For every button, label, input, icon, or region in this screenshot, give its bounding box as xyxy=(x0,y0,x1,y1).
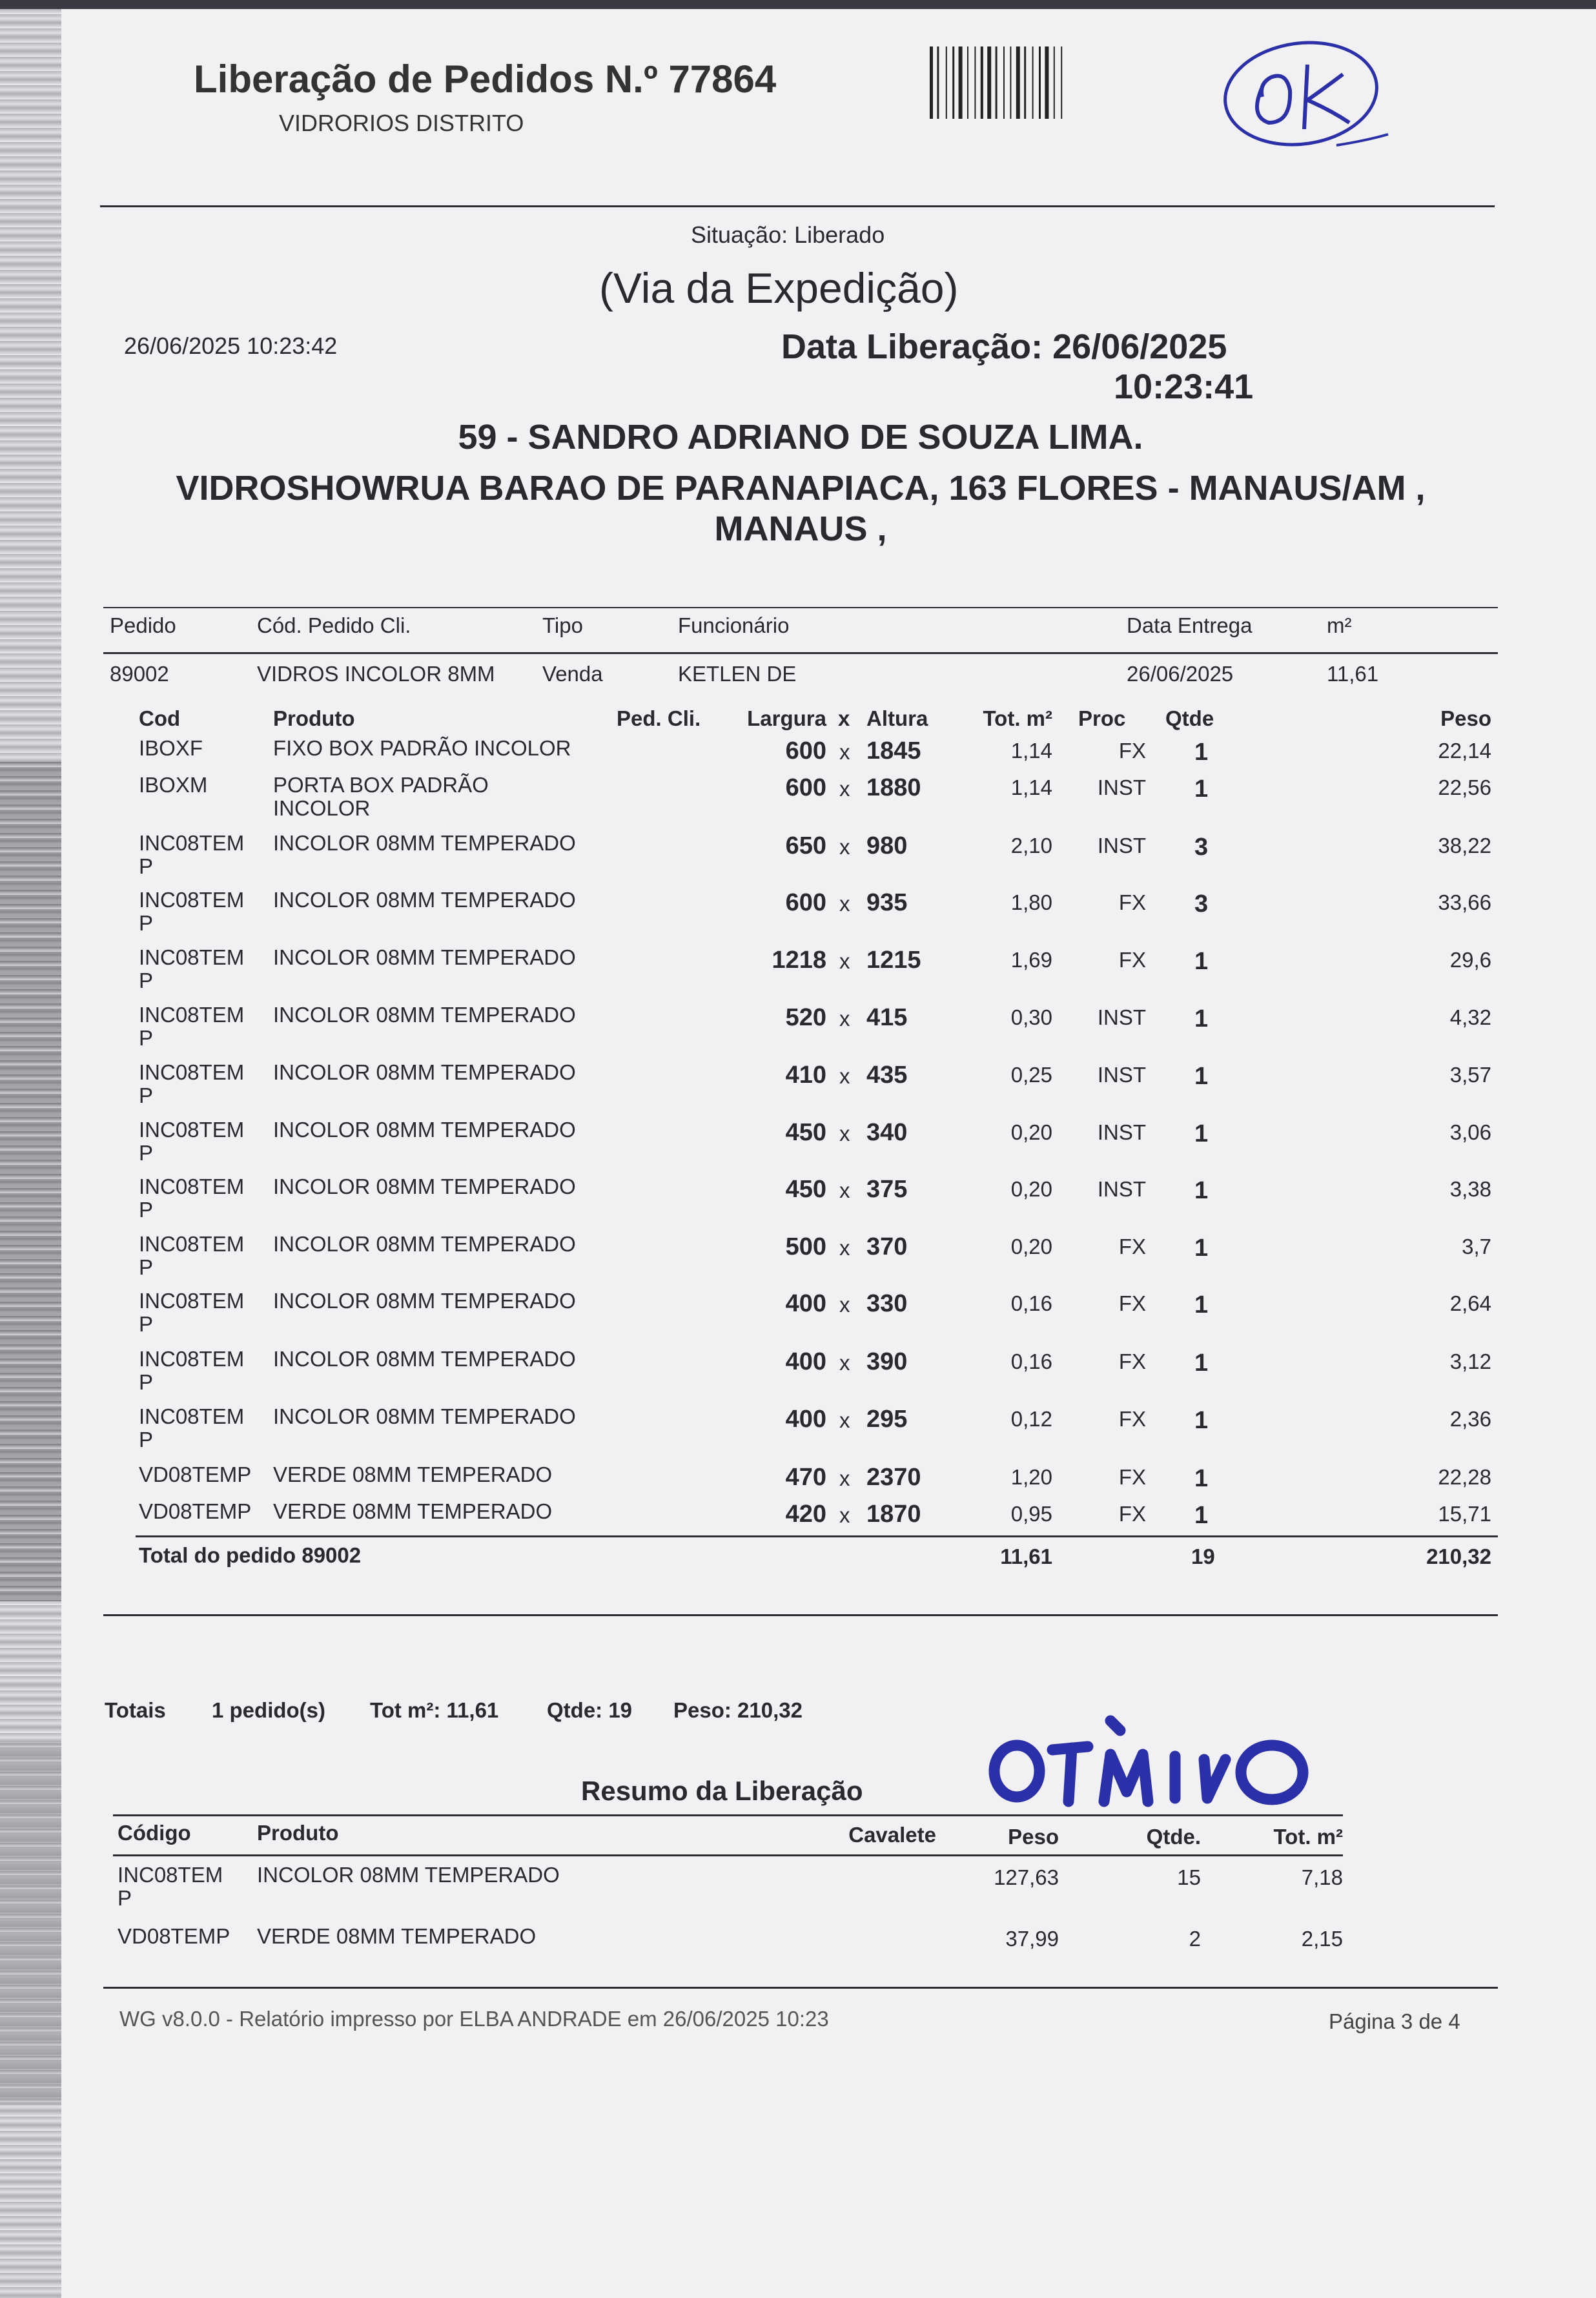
item-produto: VERDE 08MM TEMPERADO xyxy=(273,1462,553,1486)
item-cod2: P xyxy=(139,1428,154,1452)
item-altura: 2370 xyxy=(866,1464,921,1491)
release-date: Data Liberação: 26/06/2025 xyxy=(781,327,1227,366)
resumo-col-produto: Produto xyxy=(257,1821,339,1845)
item-tot-m2: 2,10 xyxy=(1010,834,1052,857)
section-divider xyxy=(103,1614,1498,1616)
resumo-col-qtde: Qtde. xyxy=(1146,1825,1201,1849)
item-largura: 470 xyxy=(785,1464,826,1491)
footer-rule xyxy=(103,1987,1498,1989)
dimension-separator: x xyxy=(839,1007,850,1031)
item-altura: 1215 xyxy=(866,947,921,974)
item-cod: INC08TEM xyxy=(139,1232,245,1256)
item-qtde: 1 xyxy=(1194,739,1209,766)
item-cod2: P xyxy=(139,911,154,935)
item-largura: 600 xyxy=(785,737,826,764)
item-produto: INCOLOR 08MM TEMPERADO xyxy=(273,1118,576,1142)
item-qtde: 1 xyxy=(1194,1407,1209,1434)
item-tot-m2: 1,80 xyxy=(1010,890,1052,914)
col-funcionario: Funcionário xyxy=(678,613,790,637)
item-produto: INCOLOR 08MM TEMPERADO xyxy=(273,1404,576,1428)
item-peso: 33,66 xyxy=(1438,890,1491,914)
item-peso: 22,56 xyxy=(1438,775,1491,799)
item-peso: 2,64 xyxy=(1449,1291,1491,1315)
dimension-separator: x xyxy=(839,1466,850,1490)
company-name: VIDRORIOS DISTRITO xyxy=(279,110,524,136)
item-largura: 1218 xyxy=(772,947,826,974)
scan-artifact-band xyxy=(0,1743,61,2105)
item-altura: 295 xyxy=(866,1406,908,1433)
item-produto: INCOLOR 08MM TEMPERADO xyxy=(273,831,576,855)
item-largura: 600 xyxy=(785,774,826,801)
item-altura: 370 xyxy=(866,1233,908,1260)
resumo-tot-m2: 7,18 xyxy=(1301,1865,1343,1889)
item-largura: 420 xyxy=(785,1501,826,1528)
item-qtde: 1 xyxy=(1194,1502,1209,1529)
order-data-entrega: 26/06/2025 xyxy=(1127,662,1234,686)
item-proc: INST xyxy=(1097,834,1146,857)
item-tot-m2: 0,25 xyxy=(1010,1063,1052,1087)
item-qtde: 1 xyxy=(1194,1291,1209,1318)
item-cod2: P xyxy=(139,1312,154,1336)
item-cod: INC08TEM xyxy=(139,1289,245,1313)
resumo-col-codigo: Código xyxy=(118,1821,191,1845)
item-produto: INCOLOR 08MM TEMPERADO xyxy=(273,945,576,969)
col-data-entrega: Data Entrega xyxy=(1127,613,1253,637)
item-largura: 400 xyxy=(785,1348,826,1375)
resumo-codigo: VD08TEMP xyxy=(118,1924,230,1948)
item-altura: 435 xyxy=(866,1062,908,1089)
item-largura: 650 xyxy=(785,832,826,859)
item-peso: 38,22 xyxy=(1438,834,1491,857)
item-tot-m2: 0,20 xyxy=(1010,1177,1052,1201)
items-col-largura: Largura xyxy=(747,706,826,730)
item-largura: 450 xyxy=(785,1176,826,1203)
item-produto: VERDE 08MM TEMPERADO xyxy=(273,1499,553,1523)
item-cod: INC08TEM xyxy=(139,1060,245,1084)
items-total-qtde: 19 xyxy=(1191,1544,1215,1568)
item-altura: 415 xyxy=(866,1004,908,1031)
item-proc: INST xyxy=(1097,775,1146,799)
item-proc: FX xyxy=(1118,1235,1146,1258)
barcode xyxy=(930,46,1175,119)
resumo-peso: 37,99 xyxy=(1005,1927,1059,1951)
item-peso: 3,12 xyxy=(1449,1349,1491,1373)
items-total-m2: 11,61 xyxy=(1000,1544,1052,1568)
item-tot-m2: 1,69 xyxy=(1010,948,1052,972)
item-cod2: P xyxy=(139,1370,154,1394)
scan-top-edge xyxy=(0,0,1596,9)
totais-peso: Peso: 210,32 xyxy=(673,1698,803,1722)
header-divider xyxy=(100,205,1495,207)
item-proc: FX xyxy=(1118,1465,1146,1489)
resumo-codigo2: P xyxy=(118,1886,132,1910)
item-produto: INCOLOR 08MM TEMPERADO xyxy=(273,888,576,912)
item-produto: INCOLOR 08MM TEMPERADO xyxy=(273,1175,576,1198)
item-tot-m2: 0,16 xyxy=(1010,1291,1052,1315)
item-cod2: P xyxy=(139,969,154,992)
item-proc: FX xyxy=(1118,890,1146,914)
item-tot-m2: 0,12 xyxy=(1010,1407,1052,1431)
item-tot-m2: 0,20 xyxy=(1010,1235,1052,1258)
item-produto: FIXO BOX PADRÃO INCOLOR xyxy=(273,736,571,760)
item-proc: INST xyxy=(1097,1005,1146,1029)
copy-type-title: (Via da Expedição) xyxy=(599,264,959,312)
release-time: 10:23:41 xyxy=(1114,367,1254,406)
footer-printed-by: WG v8.0.0 - Relatório impresso por ELBA ANDRADE em 26/06/2025 10:23 xyxy=(119,2007,829,2031)
dimension-separator: x xyxy=(839,1293,850,1317)
resumo-produto: INCOLOR 08MM TEMPERADO xyxy=(257,1863,560,1887)
items-total-label: Total do pedido 89002 xyxy=(139,1543,362,1567)
dimension-separator: x xyxy=(839,1408,850,1432)
item-cod: INC08TEM xyxy=(139,831,245,855)
item-altura: 375 xyxy=(866,1176,908,1203)
dimension-separator: x xyxy=(839,1178,850,1202)
item-qtde: 1 xyxy=(1194,1005,1209,1032)
col-pedido: Pedido xyxy=(110,613,176,637)
items-col-proc: Proc xyxy=(1078,706,1126,730)
resumo-tot-m2: 2,15 xyxy=(1301,1927,1343,1951)
item-peso: 15,71 xyxy=(1438,1502,1491,1526)
order-funcionario: KETLEN DE xyxy=(678,662,797,686)
item-largura: 600 xyxy=(785,889,826,916)
resumo-qtde: 2 xyxy=(1189,1927,1201,1951)
handwritten-note xyxy=(981,1695,1336,1824)
item-cod2: P xyxy=(139,1026,154,1050)
items-col-qtde: Qtde xyxy=(1165,706,1214,730)
client-city: MANAUS , xyxy=(714,509,887,548)
item-largura: 500 xyxy=(785,1233,826,1260)
order-cod-pedido-cli: VIDROS INCOLOR 8MM xyxy=(257,662,495,686)
resumo-header-rule xyxy=(113,1854,1343,1856)
dimension-separator: x xyxy=(839,949,850,973)
item-peso: 3,7 xyxy=(1462,1235,1491,1258)
resumo-col-cavalete: Cavalete xyxy=(848,1823,936,1847)
item-qtde: 3 xyxy=(1194,834,1209,861)
item-proc: FX xyxy=(1118,1407,1146,1431)
item-proc: FX xyxy=(1118,1502,1146,1526)
item-qtde: 1 xyxy=(1194,1349,1209,1377)
item-tot-m2: 0,95 xyxy=(1010,1502,1052,1526)
col-cod-pedido-cli: Cód. Pedido Cli. xyxy=(257,613,411,637)
item-cod2: P xyxy=(139,1198,154,1222)
item-tot-m2: 0,16 xyxy=(1010,1349,1052,1373)
dimension-separator: x xyxy=(839,1351,850,1375)
item-cod2: P xyxy=(139,854,154,878)
items-col-peso: Peso xyxy=(1440,706,1491,730)
item-largura: 400 xyxy=(785,1406,826,1433)
item-proc: INST xyxy=(1097,1120,1146,1144)
item-peso: 22,14 xyxy=(1438,739,1491,763)
resumo-title: Resumo da Liberação xyxy=(581,1776,863,1806)
dimension-separator: x xyxy=(839,892,850,916)
item-peso: 3,38 xyxy=(1449,1177,1491,1201)
resumo-qtde: 15 xyxy=(1177,1865,1201,1889)
item-tot-m2: 1,20 xyxy=(1010,1465,1052,1489)
scan-artifact-band xyxy=(0,762,61,1601)
document-title: Liberação de Pedidos N.º 77864 xyxy=(194,57,777,101)
totais-label: Totais xyxy=(105,1698,166,1722)
status-text: Situação: Liberado xyxy=(691,221,885,248)
item-cod: IBOXF xyxy=(139,736,203,760)
items-col-tot-m2: Tot. m² xyxy=(983,706,1052,730)
item-produto: INCOLOR 08MM TEMPERADO xyxy=(273,1060,576,1084)
item-qtde: 1 xyxy=(1194,1120,1209,1147)
item-produto: PORTA BOX PADRÃO xyxy=(273,773,489,797)
item-tot-m2: 1,14 xyxy=(1010,739,1052,763)
item-peso: 22,28 xyxy=(1438,1465,1491,1489)
totais-tot-m2: Tot m²: 11,61 xyxy=(370,1698,499,1722)
item-produto: INCOLOR 08MM TEMPERADO xyxy=(273,1232,576,1256)
item-peso: 3,06 xyxy=(1449,1120,1491,1144)
item-peso: 4,32 xyxy=(1449,1005,1491,1029)
item-produto2: INCOLOR xyxy=(273,796,371,820)
item-altura: 980 xyxy=(866,832,908,859)
item-qtde: 3 xyxy=(1194,890,1209,918)
dimension-separator: x xyxy=(839,740,850,764)
item-qtde: 1 xyxy=(1194,948,1209,975)
resumo-top-rule xyxy=(113,1814,1343,1816)
client-name: 59 - SANDRO ADRIANO DE SOUZA LIMA. xyxy=(458,418,1143,457)
item-tot-m2: 0,30 xyxy=(1010,1005,1052,1029)
item-largura: 410 xyxy=(785,1062,826,1089)
item-peso: 3,57 xyxy=(1449,1063,1491,1087)
item-altura: 935 xyxy=(866,889,908,916)
items-col-x: x xyxy=(838,706,850,730)
items-col-produto: Produto xyxy=(273,706,355,730)
item-cod: VD08TEMP xyxy=(139,1499,252,1523)
totais-pedidos: 1 pedido(s) xyxy=(212,1698,326,1722)
item-altura: 1870 xyxy=(866,1501,921,1528)
item-largura: 400 xyxy=(785,1290,826,1317)
item-proc: INST xyxy=(1097,1063,1146,1087)
item-produto: INCOLOR 08MM TEMPERADO xyxy=(273,1003,576,1027)
print-datetime: 26/06/2025 10:23:42 xyxy=(124,333,338,359)
resumo-codigo: INC08TEM xyxy=(118,1863,223,1887)
item-proc: FX xyxy=(1118,739,1146,763)
items-col-ped-cli: Ped. Cli. xyxy=(617,706,701,730)
item-cod: INC08TEM xyxy=(139,1003,245,1027)
item-proc: FX xyxy=(1118,948,1146,972)
dimension-separator: x xyxy=(839,1236,850,1260)
col-tipo: Tipo xyxy=(542,613,583,637)
dimension-separator: x xyxy=(839,1503,850,1527)
client-address: VIDROSHOWRUA BARAO DE PARANAPIACA, 163 FLORES - MANAUS/AM , xyxy=(176,469,1426,508)
item-cod: INC08TEM xyxy=(139,888,245,912)
item-altura: 1845 xyxy=(866,737,921,764)
item-altura: 340 xyxy=(866,1119,908,1146)
footer-page-number: Página 3 de 4 xyxy=(1329,2009,1460,2033)
item-cod: INC08TEM xyxy=(139,1347,245,1371)
order-pedido: 89002 xyxy=(110,662,169,686)
resumo-col-peso: Peso xyxy=(1008,1825,1059,1849)
item-qtde: 1 xyxy=(1194,1177,1209,1204)
item-produto: INCOLOR 08MM TEMPERADO xyxy=(273,1347,576,1371)
item-peso: 29,6 xyxy=(1449,948,1491,972)
item-cod: VD08TEMP xyxy=(139,1462,252,1486)
item-proc: FX xyxy=(1118,1349,1146,1373)
item-tot-m2: 0,20 xyxy=(1010,1120,1052,1144)
item-cod: INC08TEM xyxy=(139,1118,245,1142)
item-cod: INC08TEM xyxy=(139,945,245,969)
item-qtde: 1 xyxy=(1194,1063,1209,1090)
handwritten-ok-mark xyxy=(1214,26,1401,161)
item-altura: 1880 xyxy=(866,774,921,801)
order-tipo: Venda xyxy=(542,662,603,686)
order-header-top-rule xyxy=(103,607,1498,608)
items-total-peso: 210,32 xyxy=(1426,1544,1491,1568)
col-m2: m² xyxy=(1327,613,1352,637)
item-qtde: 1 xyxy=(1194,1235,1209,1262)
item-cod: IBOXM xyxy=(139,773,208,797)
order-header-rule xyxy=(103,652,1498,654)
items-col-altura: Altura xyxy=(866,706,928,730)
order-m2: 11,61 xyxy=(1327,662,1379,686)
items-col-cod: Cod xyxy=(139,706,181,730)
items-total-rule xyxy=(136,1535,1498,1537)
item-largura: 450 xyxy=(785,1119,826,1146)
item-cod2: P xyxy=(139,1083,154,1107)
resumo-peso: 127,63 xyxy=(994,1865,1059,1889)
item-altura: 390 xyxy=(866,1348,908,1375)
item-largura: 520 xyxy=(785,1004,826,1031)
resumo-produto: VERDE 08MM TEMPERADO xyxy=(257,1924,537,1948)
dimension-separator: x xyxy=(839,777,850,801)
item-qtde: 1 xyxy=(1194,775,1209,803)
resumo-col-tot-m2: Tot. m² xyxy=(1273,1825,1343,1849)
dimension-separator: x xyxy=(839,1064,850,1088)
item-tot-m2: 1,14 xyxy=(1010,775,1052,799)
item-proc: FX xyxy=(1118,1291,1146,1315)
item-proc: INST xyxy=(1097,1177,1146,1201)
item-qtde: 1 xyxy=(1194,1465,1209,1492)
dimension-separator: x xyxy=(839,835,850,859)
item-cod: INC08TEM xyxy=(139,1404,245,1428)
item-peso: 2,36 xyxy=(1449,1407,1491,1431)
item-produto: INCOLOR 08MM TEMPERADO xyxy=(273,1289,576,1313)
item-cod2: P xyxy=(139,1141,154,1165)
item-cod2: P xyxy=(139,1255,154,1279)
dimension-separator: x xyxy=(839,1122,850,1145)
item-cod: INC08TEM xyxy=(139,1175,245,1198)
totais-qtde: Qtde: 19 xyxy=(547,1698,633,1722)
item-altura: 330 xyxy=(866,1290,908,1317)
